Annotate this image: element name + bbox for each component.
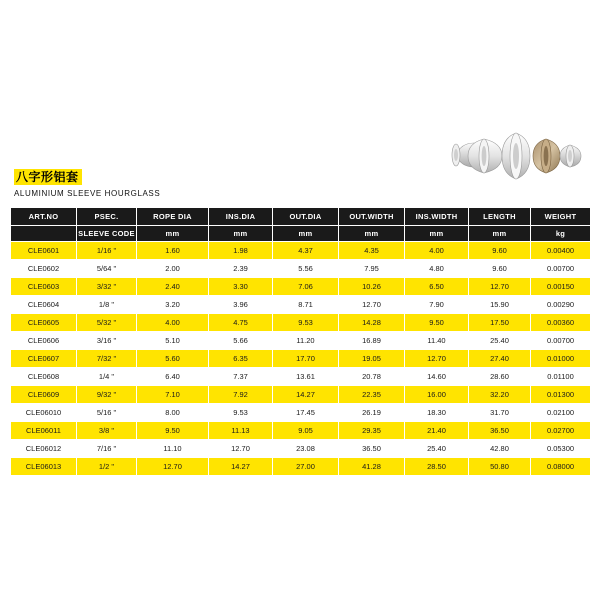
table-cell: 0.02700 — [531, 422, 591, 440]
header-weight-unit: kg — [531, 226, 591, 242]
table-cell: 7.92 — [209, 386, 273, 404]
cell-art-no: CLE06011 — [11, 422, 77, 440]
table-cell: 6.40 — [137, 368, 209, 386]
table-cell: 4.00 — [137, 314, 209, 332]
title-chinese: 八字形铝套 — [14, 169, 82, 185]
table-cell: 5/16 " — [77, 404, 137, 422]
table-cell: 2.39 — [209, 260, 273, 278]
table-cell: 0.01000 — [531, 350, 591, 368]
table-cell: 0.00700 — [531, 260, 591, 278]
cell-art-no: CLE0604 — [11, 296, 77, 314]
table-cell: 32.20 — [469, 386, 531, 404]
table-cell: 42.80 — [469, 440, 531, 458]
cell-art-no: CLE0607 — [11, 350, 77, 368]
table-cell: 28.60 — [469, 368, 531, 386]
table-cell: 5.66 — [209, 332, 273, 350]
table-cell: 4.75 — [209, 314, 273, 332]
table-cell: 15.90 — [469, 296, 531, 314]
table-cell: 13.61 — [273, 368, 339, 386]
table-cell: 9.53 — [273, 314, 339, 332]
table-cell: 1/4 " — [77, 368, 137, 386]
table-cell: 4.35 — [339, 242, 405, 260]
cell-art-no: CLE0609 — [11, 386, 77, 404]
table-cell: 2.40 — [137, 278, 209, 296]
table-row — [11, 422, 591, 440]
table-cell: 0.00400 — [531, 242, 591, 260]
table-cell: 18.30 — [405, 404, 469, 422]
table-cell: 9.60 — [469, 260, 531, 278]
table-cell: 12.70 — [469, 278, 531, 296]
table-cell: 29.35 — [339, 422, 405, 440]
title-english: ALUMINIUM SLEEVE HOURGLASS — [14, 189, 161, 198]
table-cell: 14.27 — [273, 386, 339, 404]
table-cell: 11.40 — [405, 332, 469, 350]
table-cell: 0.08000 — [531, 458, 591, 476]
table-cell: 7/32 " — [77, 350, 137, 368]
table-cell: 25.40 — [469, 332, 531, 350]
table-row — [11, 242, 591, 260]
table-cell: 2.00 — [137, 260, 209, 278]
table-cell: 11.13 — [209, 422, 273, 440]
table-cell: 5/32 " — [77, 314, 137, 332]
table-cell: 8.00 — [137, 404, 209, 422]
table-cell: 7.10 — [137, 386, 209, 404]
header-art-no-sub — [11, 226, 77, 242]
table-row — [11, 440, 591, 458]
table-cell: 25.40 — [405, 440, 469, 458]
table-cell: 0.05300 — [531, 440, 591, 458]
table-cell: 0.00150 — [531, 278, 591, 296]
table-cell: 26.19 — [339, 404, 405, 422]
table-cell: 1/16 " — [77, 242, 137, 260]
table-cell: 6.35 — [209, 350, 273, 368]
table-cell: 12.70 — [209, 440, 273, 458]
table-cell: 17.45 — [273, 404, 339, 422]
table-cell: 22.35 — [339, 386, 405, 404]
header-length-unit: mm — [469, 226, 531, 242]
header-ins-width: INS.WIDTH — [405, 208, 469, 226]
table-cell: 11.10 — [137, 440, 209, 458]
table-cell: 1.98 — [209, 242, 273, 260]
header-out-width: OUT.WIDTH — [339, 208, 405, 226]
table-cell: 3.30 — [209, 278, 273, 296]
spec-table — [10, 207, 591, 476]
cell-art-no: CLE0606 — [11, 332, 77, 350]
table-cell: 0.00700 — [531, 332, 591, 350]
header-ins-width-unit: mm — [405, 226, 469, 242]
table-row — [11, 332, 591, 350]
header-rope-dia-unit: mm — [137, 226, 209, 242]
table-cell: 9.50 — [137, 422, 209, 440]
table-cell: 36.50 — [339, 440, 405, 458]
table-cell: 3/16 " — [77, 332, 137, 350]
table-cell: 4.00 — [405, 242, 469, 260]
table-cell: 3.96 — [209, 296, 273, 314]
table-cell: 1/8 " — [77, 296, 137, 314]
table-row — [11, 260, 591, 278]
spec-table-wrapper — [10, 207, 590, 476]
cell-art-no: CLE06010 — [11, 404, 77, 422]
table-cell: 1/2 " — [77, 458, 137, 476]
cell-art-no: CLE06013 — [11, 458, 77, 476]
table-body — [11, 242, 591, 476]
table-cell: 5.10 — [137, 332, 209, 350]
table-row — [11, 386, 591, 404]
title-block — [14, 168, 161, 199]
header-psec: PSEC. — [77, 208, 137, 226]
table-cell: 14.28 — [339, 314, 405, 332]
table-row — [11, 368, 591, 386]
header-art-no: ART.NO — [11, 208, 77, 226]
table-cell: 12.70 — [137, 458, 209, 476]
table-cell: 1.60 — [137, 242, 209, 260]
header-weight: WEIGHT — [531, 208, 591, 226]
table-cell: 23.08 — [273, 440, 339, 458]
cell-art-no: CLE0603 — [11, 278, 77, 296]
table-row — [11, 314, 591, 332]
table-cell: 3/8 " — [77, 422, 137, 440]
table-row — [11, 296, 591, 314]
table-cell: 0.00290 — [531, 296, 591, 314]
cell-art-no: CLE0601 — [11, 242, 77, 260]
table-cell: 5.56 — [273, 260, 339, 278]
table-cell: 9.05 — [273, 422, 339, 440]
table-cell: 27.00 — [273, 458, 339, 476]
table-cell: 7/16 " — [77, 440, 137, 458]
table-row — [11, 278, 591, 296]
table-cell: 6.50 — [405, 278, 469, 296]
table-cell: 17.50 — [469, 314, 531, 332]
table-cell: 36.50 — [469, 422, 531, 440]
table-cell: 4.80 — [405, 260, 469, 278]
table-cell: 16.89 — [339, 332, 405, 350]
header-out-dia: OUT.DIA — [273, 208, 339, 226]
table-cell: 21.40 — [405, 422, 469, 440]
cell-art-no: CLE0602 — [11, 260, 77, 278]
table-cell: 8.71 — [273, 296, 339, 314]
header-out-dia-unit: mm — [273, 226, 339, 242]
header-rope-dia: ROPE DIA — [137, 208, 209, 226]
table-cell: 19.05 — [339, 350, 405, 368]
table-cell: 12.70 — [339, 296, 405, 314]
cell-art-no: CLE0605 — [11, 314, 77, 332]
table-cell: 9/32 " — [77, 386, 137, 404]
table-cell: 0.02100 — [531, 404, 591, 422]
product-photo — [442, 125, 588, 187]
table-cell: 27.40 — [469, 350, 531, 368]
header-ins-dia: INS.DIA — [209, 208, 273, 226]
table-cell: 10.26 — [339, 278, 405, 296]
header-length: LENGTH — [469, 208, 531, 226]
table-cell: 7.90 — [405, 296, 469, 314]
table-cell: 31.70 — [469, 404, 531, 422]
table-cell: 14.27 — [209, 458, 273, 476]
table-cell: 9.53 — [209, 404, 273, 422]
table-cell: 0.00360 — [531, 314, 591, 332]
table-row — [11, 350, 591, 368]
table-cell: 9.60 — [469, 242, 531, 260]
table-cell: 5.60 — [137, 350, 209, 368]
table-cell: 7.95 — [339, 260, 405, 278]
table-cell: 3/32 " — [77, 278, 137, 296]
table-header-row-2 — [11, 226, 591, 242]
table-cell: 0.01100 — [531, 368, 591, 386]
table-cell: 11.20 — [273, 332, 339, 350]
header-out-width-unit: mm — [339, 226, 405, 242]
table-cell: 50.80 — [469, 458, 531, 476]
table-cell: 41.28 — [339, 458, 405, 476]
table-cell: 5/64 " — [77, 260, 137, 278]
table-cell: 9.50 — [405, 314, 469, 332]
table-cell: 3.20 — [137, 296, 209, 314]
table-cell: 4.37 — [273, 242, 339, 260]
table-row — [11, 458, 591, 476]
table-cell: 7.06 — [273, 278, 339, 296]
cell-art-no: CLE06012 — [11, 440, 77, 458]
table-cell: 17.70 — [273, 350, 339, 368]
table-cell: 20.78 — [339, 368, 405, 386]
table-cell: 16.00 — [405, 386, 469, 404]
table-cell: 14.60 — [405, 368, 469, 386]
cell-art-no: CLE0608 — [11, 368, 77, 386]
table-cell: 0.01300 — [531, 386, 591, 404]
table-header-row-1 — [11, 208, 591, 226]
table-cell: 12.70 — [405, 350, 469, 368]
table-cell: 28.50 — [405, 458, 469, 476]
table-cell: 7.37 — [209, 368, 273, 386]
header-ins-dia-unit: mm — [209, 226, 273, 242]
header-sleeve-code: SLEEVE CODE — [77, 226, 137, 242]
table-row — [11, 404, 591, 422]
